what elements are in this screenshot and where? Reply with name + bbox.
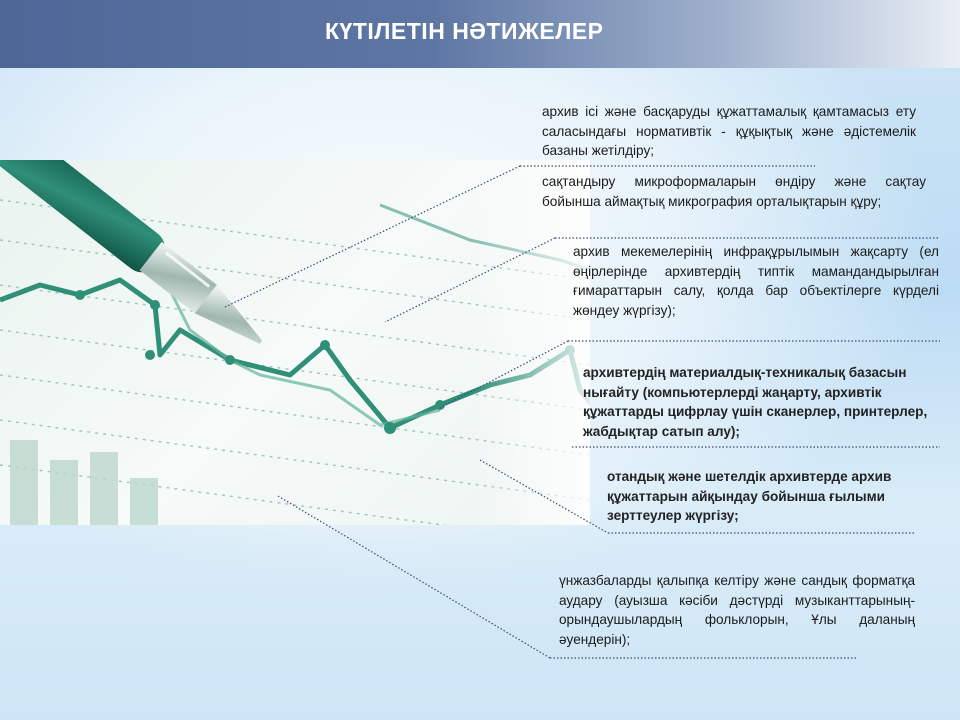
result-item-2: сақтандыру микроформаларын өндіру және сақтау бойынша аймақтық микрография орталықтарын құру; <box>542 174 926 209</box>
result-item-4: архивтердің материалдық-техникалық базасын нығайту (компьютерлерді жаңарту, архивтік құжаттарды цифрлау үшін сканерлер, принтерлер, жабдықтар сатып алу); <box>583 365 928 439</box>
slide-title: КҮТІЛЕТІН НӘТИЖЕЛЕР <box>325 18 604 44</box>
result-item-5: отандық және шетелдік архивтерде архив құжаттарын айқындау бойынша ғылыми зерттеулер жүргізу; <box>607 469 892 523</box>
result-item-6: үнжазбаларды қалыпқа келтіру және сандық форматқа аудару (ауызша кәсіби дәстүрді музыканттарының-орындаушылардың фольклорын, Ұлы даланың әуендерін); <box>559 573 915 647</box>
result-item-3: архив мекемелерінің инфрақұрылымын жақсарту (ел өңірлерінде архивтердің типтік мамандандырылған ғимараттарын салу, қолда бар объектілерге күрделі жөндеу жүргізу); <box>573 244 939 318</box>
result-item-1: архив ісі және басқаруды құжаттамалық қамтамасыз ету саласындағы нормативтік - құқықтық және әдістемелік базаны жетілдіру; <box>542 104 916 158</box>
